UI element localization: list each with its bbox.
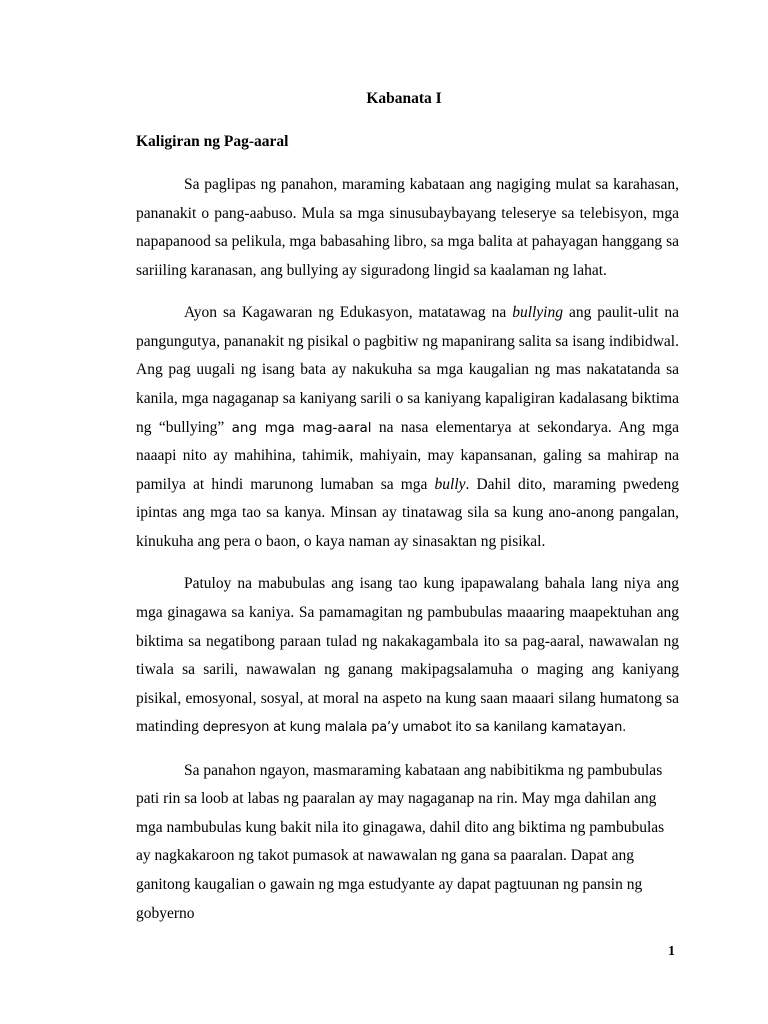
- section-heading: Kaligiran ng Pag-aaral: [136, 133, 289, 150]
- paragraph-2-text-d: na nasa elementarya at sekondarya. Ang mga naaapi nito ay mahihina, tahimik, mahiyain, may kapansanan, galing sa mahirap na pamilya at hindi marunong lumaban sa mga: [136, 418, 679, 493]
- paragraph-3-text-a: Patuloy na mabubulas ang isang tao kung ipapawalang bahala lang niya ang mga ginagawa sa kaniya. Sa pamamagitan ng pambubulas maaaring maapektuhan ang biktima sa negatibong paraan tulad ng nakakagambala ito sa pag-aaral, nawawalan ng tiwala sa sarili, nawawalan ng ganang makipagsalamuha o maging ang kaniyang pisikal, emosyonal, sosyal, at moral na aspeto na kung saan maaari silang humatong sa matinding: [136, 575, 679, 736]
- paragraph-2-text-e: . Dahil dito, maraming pwedeng ipintas ang mga tao sa kanya. Minsan ay tinatawag sila sa kung ano-anong pangalan, kinukuha ang pera o baon, o kaya naman ay sinasaktan ng pisikal.: [136, 475, 680, 550]
- paragraph-2: [136, 299, 679, 556]
- paragraph-3: [136, 570, 679, 743]
- page-number: 1: [668, 944, 675, 959]
- paragraph-4: Sa panahon ngayon, masmaraming kabataan ang nabibitikma ng pambubulas pati rin sa loob at labas ng paaralan ay may nagaganap na rin. May mga dahilan ang mga nambubulas kung bakit nila ito ginagawa, dahil dito ang biktima ng pambubulas ay nagkakaroon ng takot pumasok at nawawalan ng gana sa paaralan. Dapat ang ganitong kaugalian o gawain ng mga estudyante ay dapat pagtuunan ng pansin ng gobyerno: [136, 761, 665, 922]
- paragraph-3-text-b: depresyon at kung malala pa’y umabot ito sa kanilang kamatayan.: [202, 720, 627, 736]
- chapter-title: Kabanata I: [366, 90, 442, 107]
- body-text: [136, 171, 679, 942]
- paragraph-2-text-b: ang paulit-ulit na pangungutya, pananakit ng pisikal o pagbitiw ng mapanirang salita sa isang indibidwal. Ang pag uugali ng isang bata ay nakukuha sa mga kaugalian ng mas nakatatanda sa kanila, mga nagaganap sa kaniyang sarili o sa kaniyang kapaligiran kadalasang biktima ng “bullying”: [136, 304, 679, 436]
- bullying-term: bullying: [512, 304, 563, 322]
- paragraph-2-text-c: ang mga mag-aaral: [231, 419, 372, 436]
- paragraph-2-text-a: Ayon sa Kagawaran ng Edukasyon, matatawag na: [184, 304, 513, 322]
- bully-term: bully: [434, 475, 466, 493]
- paragraph-1: Sa paglipas ng panahon, maraming kabataan ang nagiging mulat sa karahasan, pananakit o pang-aabuso. Mula sa mga sinusubaybayang teleserye sa telebisyon, mga napapanood sa pelikula, mga babasahing libro, sa mga balita at pahayagan hanggang sa sariiling karanasan, ang bullying ay siguradong lingid sa kaalaman ng lahat.: [136, 176, 679, 279]
